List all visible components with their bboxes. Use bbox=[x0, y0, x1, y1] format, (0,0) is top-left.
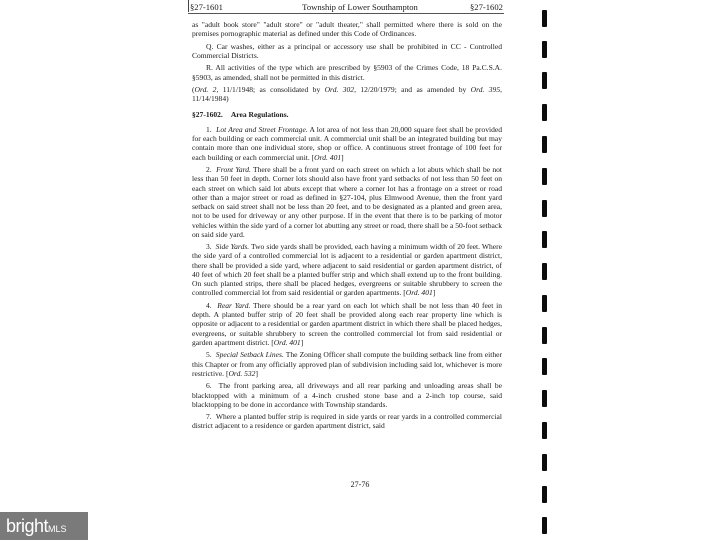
binder-hole bbox=[542, 358, 547, 375]
item-3: 3. Side Yards. Two side yards shall be provided, each having a minimum width of 20 feet. Where the side yard of a controlled commercial lot is adjacent to a residential or garden apartment district, there shall be provided a side yard, where adjacent to said residential or garden apartment district, of 40 feet of which 20 feet shall be a planted buffer strip and which shall extend up to the front building. On such planted strips, there shall be placed hedges, evergreens or suitable shrubbery to screen the controlled commercial lot from said residential or garden apartments. [Ord. 401] bbox=[192, 242, 502, 298]
binder-hole bbox=[542, 72, 547, 89]
watermark-brand: bright bbox=[6, 516, 49, 536]
continued-paragraph: as "adult book store" "adult store" or "adult theater," shall permitted where there is sold on the premises pornographic material as defined under this Code of Ordinances. bbox=[192, 20, 502, 39]
item-r: R. All activities of the type which are prescribed by §5903 of the Crimes Code, 18 Pa.C.S.A. §5903, as amended, shall not be permitted in this district. bbox=[192, 63, 502, 82]
binder-hole bbox=[542, 295, 547, 312]
section-number: §27-1602. bbox=[192, 109, 223, 119]
section-title: Area Regulations. bbox=[230, 109, 289, 119]
header-right-section: §27-1602 bbox=[470, 2, 503, 12]
watermark-suffix: MLS bbox=[48, 524, 67, 534]
page-number: 27-76 bbox=[350, 480, 370, 489]
header-title: Township of Lower Southampton bbox=[302, 2, 418, 12]
binder-hole bbox=[542, 422, 547, 439]
binder-hole bbox=[542, 168, 547, 185]
header-left-tick bbox=[188, 0, 189, 12]
binder-hole bbox=[542, 390, 547, 407]
binder-hole bbox=[542, 136, 547, 153]
item-q: Q. Car washes, either as a principal or accessory use shall be prohibited in CC - Controlled Commercial Districts. bbox=[192, 41, 502, 60]
binder-hole bbox=[542, 231, 547, 248]
ordinance-history: (Ord. 2, 11/1/1948; as consolidated by Ord. 302, 12/20/1979; and as amended by Ord. 395, 11/14/1984) bbox=[192, 85, 502, 104]
binder-hole bbox=[542, 327, 547, 344]
binder-hole bbox=[542, 41, 547, 58]
binder-hole bbox=[542, 263, 547, 280]
binder-hole bbox=[542, 486, 547, 503]
item-7: 7. Where a planted buffer strip is required in side yards or rear yards in a controlled commercial district adjacent to a residence or garden apartment district, said bbox=[192, 412, 503, 431]
binder-hole bbox=[542, 454, 547, 471]
header-left-section: §27-1601 bbox=[190, 2, 223, 12]
item-2: 2. Front Yard. There shall be a front yard on each street on which a lot abuts which shall be not less than 50 feet in depth. Corner lots should also have front yard setbacks of not less than 50 feet on each street on which said lot abuts except that where a corner lot has a frontage on a street or road other than a major street or road as defined in §27-104, plus Elmwood Avenue, then the front yard setback on said street shall not be less than 20 feet, and to be designated as a planted and green area, not to be used for driveway or any other purpose. If in the event that there is to be parking of motor vehicles within the side yard of a corner lot abutting any street or road, there shall be a 50-foot setback on said side yard. bbox=[192, 165, 502, 239]
binder-hole bbox=[542, 517, 547, 534]
binder-hole bbox=[542, 104, 547, 121]
header-rule bbox=[188, 13, 504, 14]
item-4: 4. Rear Yard. There should be a rear yard on each lot which shall be not less than 40 feet in depth. A planted buffer strip of 20 feet shall be provided along each rear property line which is opposite or adjacent to a residential or garden apartment district in which there shall be placed hedges, evergreens, or suitable shrubbery to screen the controlled commercial lot from said residential or garden apartment district. [Ord. 401] bbox=[192, 300, 502, 347]
ordinance-text bbox=[192, 20, 502, 434]
section-heading bbox=[192, 110, 502, 119]
binder-hole bbox=[542, 10, 547, 27]
binder-hole bbox=[542, 200, 547, 217]
item-1: 1. Lot Area and Street Frontage. A lot area of not less than 20,000 square feet shall be provided for each building or each commercial unit. A commercial unit shall be an integrated building but may contain more than one individual store, shop or office. A continuous street frontage of 100 feet for each building or each commercial unit. [Ord. 401] bbox=[192, 124, 502, 162]
bright-mls-watermark bbox=[0, 512, 88, 540]
item-6: 6. The front parking area, all driveways and all rear parking and unloading areas shall be blacktopped with a minimum of a 4-inch crushed stone base and a 2-inch top course, said blacktopping to be done in accordance with Township standards. bbox=[192, 381, 502, 409]
item-5: 5. Special Setback Lines. The Zoning Officer shall compute the building setback line from either this Chapter or from any officially approved plan of subdivision including said lot, whichever is more restrictive. [Ord. 532] bbox=[192, 350, 502, 378]
